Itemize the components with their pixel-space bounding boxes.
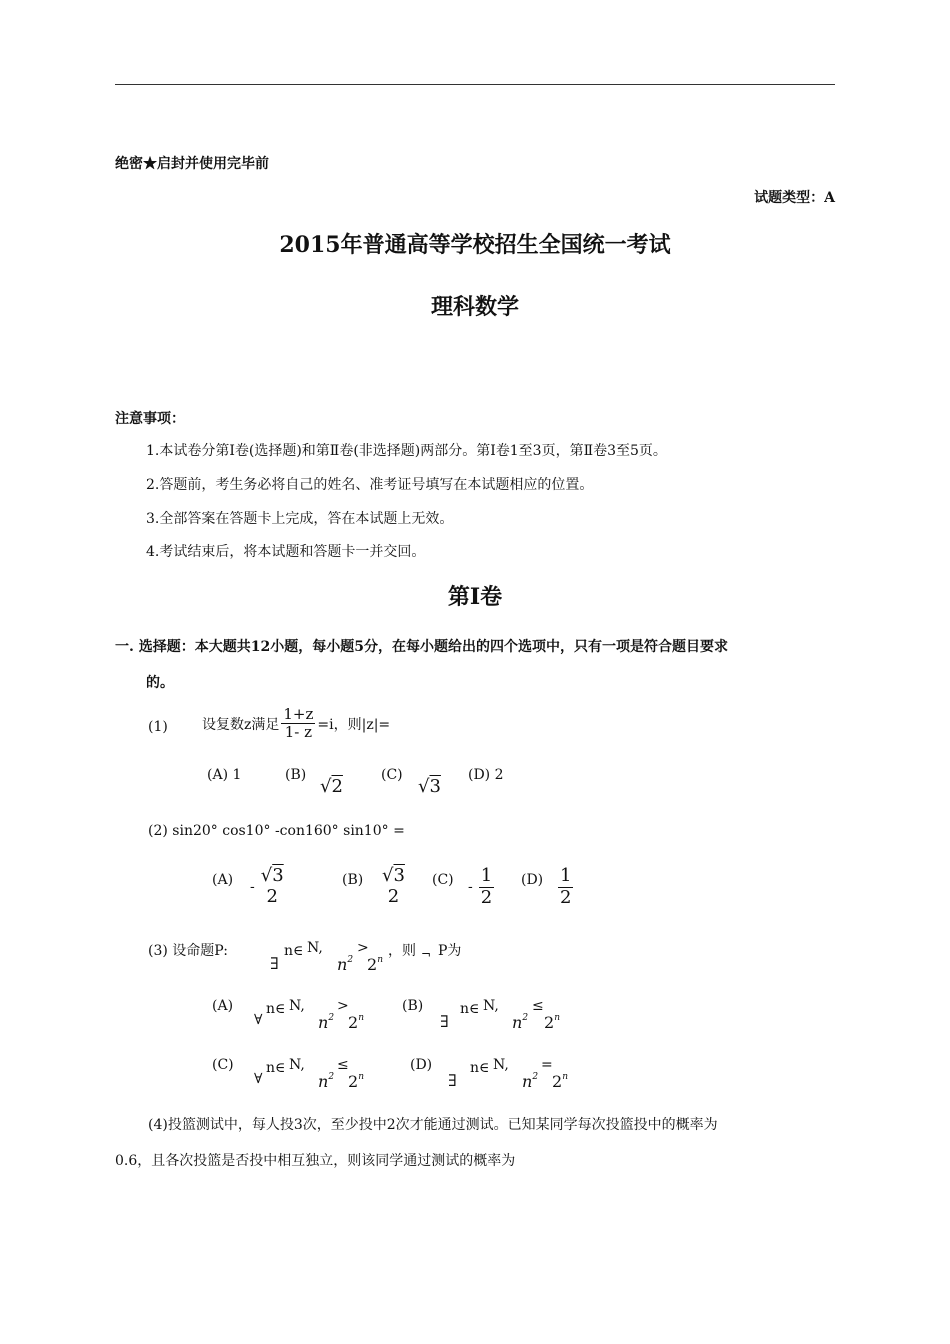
q3-option-c-set: N,	[289, 1057, 305, 1073]
q2-option-a-frac: √3 2	[260, 865, 284, 907]
q3-stem-b: ，则	[388, 943, 416, 959]
q3-stem-c: P为	[438, 943, 462, 959]
q1-option-c-label: (C)	[381, 767, 403, 783]
q3-option-b-rel: ≤	[532, 998, 544, 1014]
q2-option-d-frac: $\frac{1}{2}$	[560, 865, 572, 908]
q1-stem-text: 设复数z满足	[202, 716, 280, 733]
q2-option-a: - √3 2	[250, 865, 284, 907]
q3-two-pow-n: 2$^n$	[367, 955, 383, 974]
note-item: 3.全部答案在答题卡上完成，答在本试题上无效。	[146, 511, 454, 527]
q3-option-d-set: N,	[493, 1057, 509, 1073]
q3-option-a-set: N,	[289, 998, 305, 1014]
note-item: 4.考试结束后，将本试题和答题卡一并交回。	[146, 544, 426, 560]
q2-option-b	[380, 866, 407, 907]
q3-n-squared: $n^2$	[337, 955, 354, 974]
q3-option-b-set: N,	[483, 998, 499, 1014]
q3-option-c-label: (C)	[212, 1057, 234, 1073]
q3-option-a-2n: 2$^n$	[348, 1013, 364, 1032]
exam-subject: 理科数学	[430, 294, 519, 320]
q3-option-d-2n: 2$^n$	[552, 1072, 568, 1091]
q3-option-d-n-in: n∈	[470, 1060, 490, 1076]
q3-exists-symbol: ∃	[270, 954, 279, 973]
q3-gt: >	[357, 940, 369, 956]
q4-line-2: 0.6，且各次投篮是否投中相互独立，则该同学通过测试的概率为	[115, 1153, 516, 1169]
note-item: 2.答题前，考生务必将自己的姓名、准考证号填写在本试题相应的位置。	[146, 477, 594, 493]
confidential-label: 绝密★启封并使用完毕前	[115, 156, 269, 172]
q3-set-n: N,	[307, 940, 323, 956]
section-intro-cont: 的。	[146, 675, 174, 691]
q3-option-c-n-in: n∈	[266, 1060, 286, 1076]
q1-option-c-sqrt: √3	[418, 776, 441, 797]
q2-option-c-label: (C)	[432, 872, 454, 888]
q3-option-d-label: (D)	[410, 1057, 433, 1073]
q1-stem	[202, 706, 390, 742]
header-rule	[115, 84, 835, 85]
q2-option-c-frac: $\frac{1}{2}$	[480, 865, 493, 908]
q1-option-b-sqrt: √2	[320, 776, 343, 797]
q2-option-b-frac: √3 2	[382, 865, 405, 907]
q3-n-in: n∈	[284, 943, 304, 959]
q1-fraction	[281, 706, 315, 742]
q3-option-d-n2: $n^2$	[522, 1072, 539, 1091]
q1-option-a: (A) 1	[207, 767, 242, 783]
q1-frac-num: 1+z	[283, 705, 314, 723]
q2-option-c: - $\frac{1}{2}$	[468, 865, 493, 908]
q3-option-a-forall: ∀	[254, 1012, 263, 1028]
q4-line-1: (4)投篮测试中，每人投3次，至少投中2次才能通过测试。已知某同学每次投篮投中的概率为	[148, 1117, 718, 1133]
q3-stem-a: (3) 设命题P:	[148, 943, 228, 959]
notes-heading: 注意事项：	[115, 411, 185, 427]
q3-option-a-label: (A)	[212, 998, 234, 1014]
q1-stem-text-2: =i，则|z|=	[317, 716, 391, 733]
q2-stem: (2) sin20° cos10° -con160° sin10° =	[148, 823, 405, 839]
section-title: 第Ⅰ卷	[447, 584, 503, 610]
q1-option-b-label: (B)	[285, 767, 307, 783]
q3-option-b-exists: ∃	[440, 1012, 449, 1031]
q3-option-b-2n: 2$^n$	[544, 1013, 560, 1032]
q3-option-c-2n: 2$^n$	[348, 1072, 364, 1091]
q2-option-a-label: (A)	[212, 872, 234, 888]
paper-type: 试题类型：A	[754, 190, 835, 206]
q3-option-d-rel: =	[541, 1057, 553, 1073]
section-intro: 一. 选择题：本大题共12小题，每小题5分，在每小题给出的四个选项中，只有一项是符合题目要求	[115, 639, 728, 655]
q3-option-c-rel: ≤	[337, 1057, 349, 1073]
q3-option-a-rel: >	[337, 998, 349, 1014]
q3-option-a-n2: $n^2$	[318, 1013, 335, 1032]
q3-option-a-n-in: n∈	[266, 1001, 286, 1017]
q3-option-b-n2: $n^2$	[512, 1013, 529, 1032]
note-item: 1.本试卷分第Ⅰ卷(选择题)和第Ⅱ卷(非选择题)两部分。第Ⅰ卷1至3页，第Ⅱ卷3至5页。	[146, 443, 667, 459]
q3-option-c-forall: ∀	[254, 1071, 263, 1087]
q1-frac-den: 1- z	[284, 723, 313, 742]
q3-option-d-exists: ∃	[448, 1071, 457, 1090]
q1-option-d: (D) 2	[468, 767, 504, 783]
q2-option-b-label: (B)	[342, 872, 364, 888]
q2-option-d	[558, 866, 573, 908]
q3-option-b-n-in: n∈	[460, 1001, 480, 1017]
q3-option-b-label: (B)	[402, 998, 424, 1014]
q3-neg-symbol: ¬	[421, 947, 432, 961]
q1-number: (1)	[148, 719, 168, 735]
q3-option-c-n2: $n^2$	[318, 1072, 335, 1091]
exam-title: 2015年普通高等学校招生全国统一考试	[279, 232, 671, 258]
q2-option-d-label: (D)	[521, 872, 544, 888]
